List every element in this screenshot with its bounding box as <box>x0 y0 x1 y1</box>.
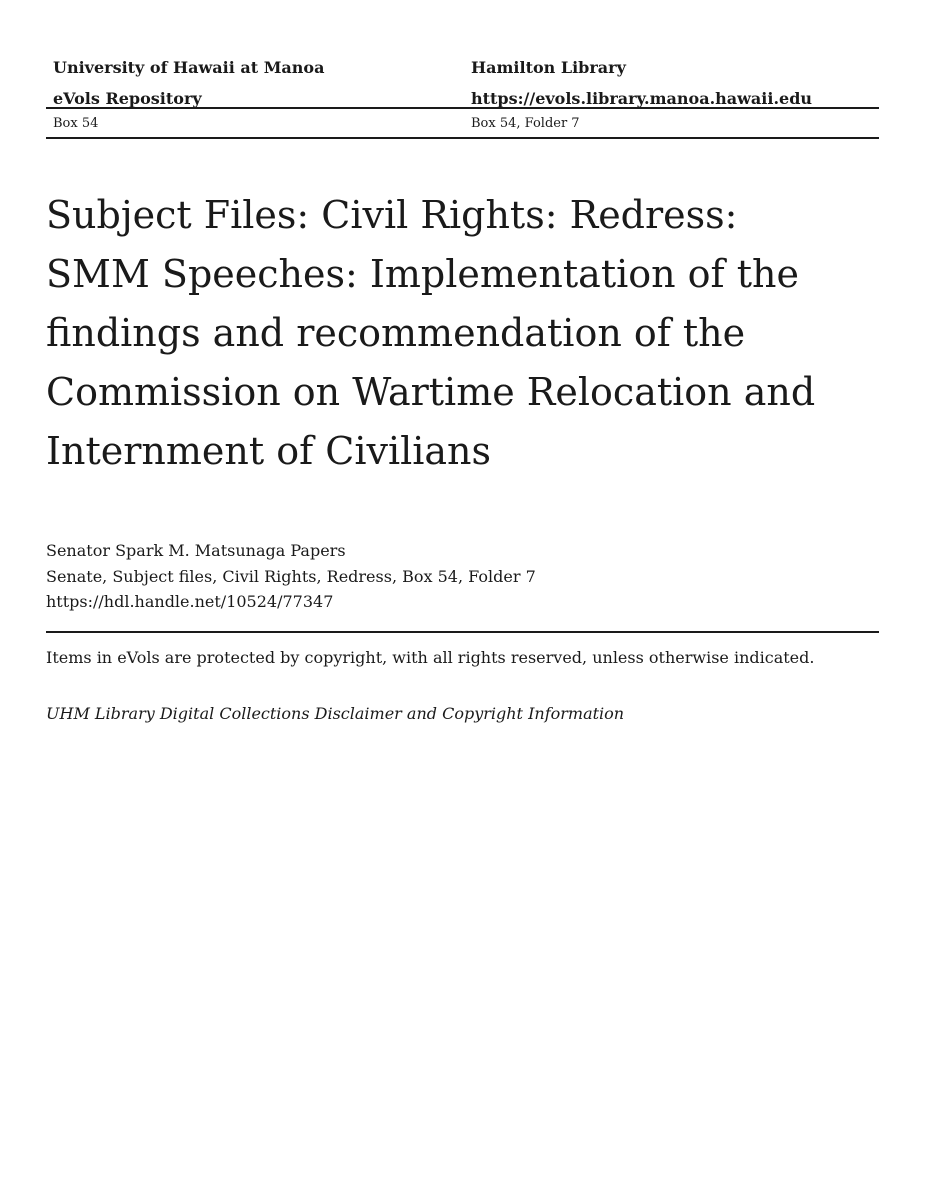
collection-name: Senator Spark M. Matsunaga Papers <box>46 541 346 560</box>
box-row <box>46 112 879 136</box>
box-label: Box 54 <box>53 116 99 131</box>
copyright-notice: Items in eVols are protected by copyright, with all rights reserved, unless otherwise indicated. <box>46 648 815 667</box>
box-folder-label: Box 54, Folder 7 <box>471 116 580 131</box>
library-name: Hamilton Library <box>471 57 626 77</box>
handle-link[interactable]: https://hdl.handle.net/10524/77347 <box>46 592 334 611</box>
header-divider <box>46 107 879 109</box>
metadata-divider <box>46 631 879 633</box>
document-title: Subject Files: Civil Rights: Redress: SMM Speeches: Implementation of the findings and recommendation of the Commission on Wartime Relocation and Internment of Civilians <box>46 193 816 473</box>
institution-name: University of Hawaii at Manoa <box>53 57 325 77</box>
header-row-2 <box>46 83 879 114</box>
repository-name: eVols Repository <box>53 88 202 108</box>
document-metadata <box>46 538 879 615</box>
box-divider <box>46 137 879 139</box>
header-row-1 <box>46 52 879 83</box>
disclaimer-link[interactable]: UHM Library Digital Collections Disclaimer and Copyright Information <box>46 704 625 723</box>
library-url-link[interactable]: https://evols.library.manoa.hawaii.edu <box>471 88 813 108</box>
folder-location: Senate, Subject files, Civil Rights, Redress, Box 54, Folder 7 <box>46 566 536 586</box>
header-table <box>46 52 879 114</box>
